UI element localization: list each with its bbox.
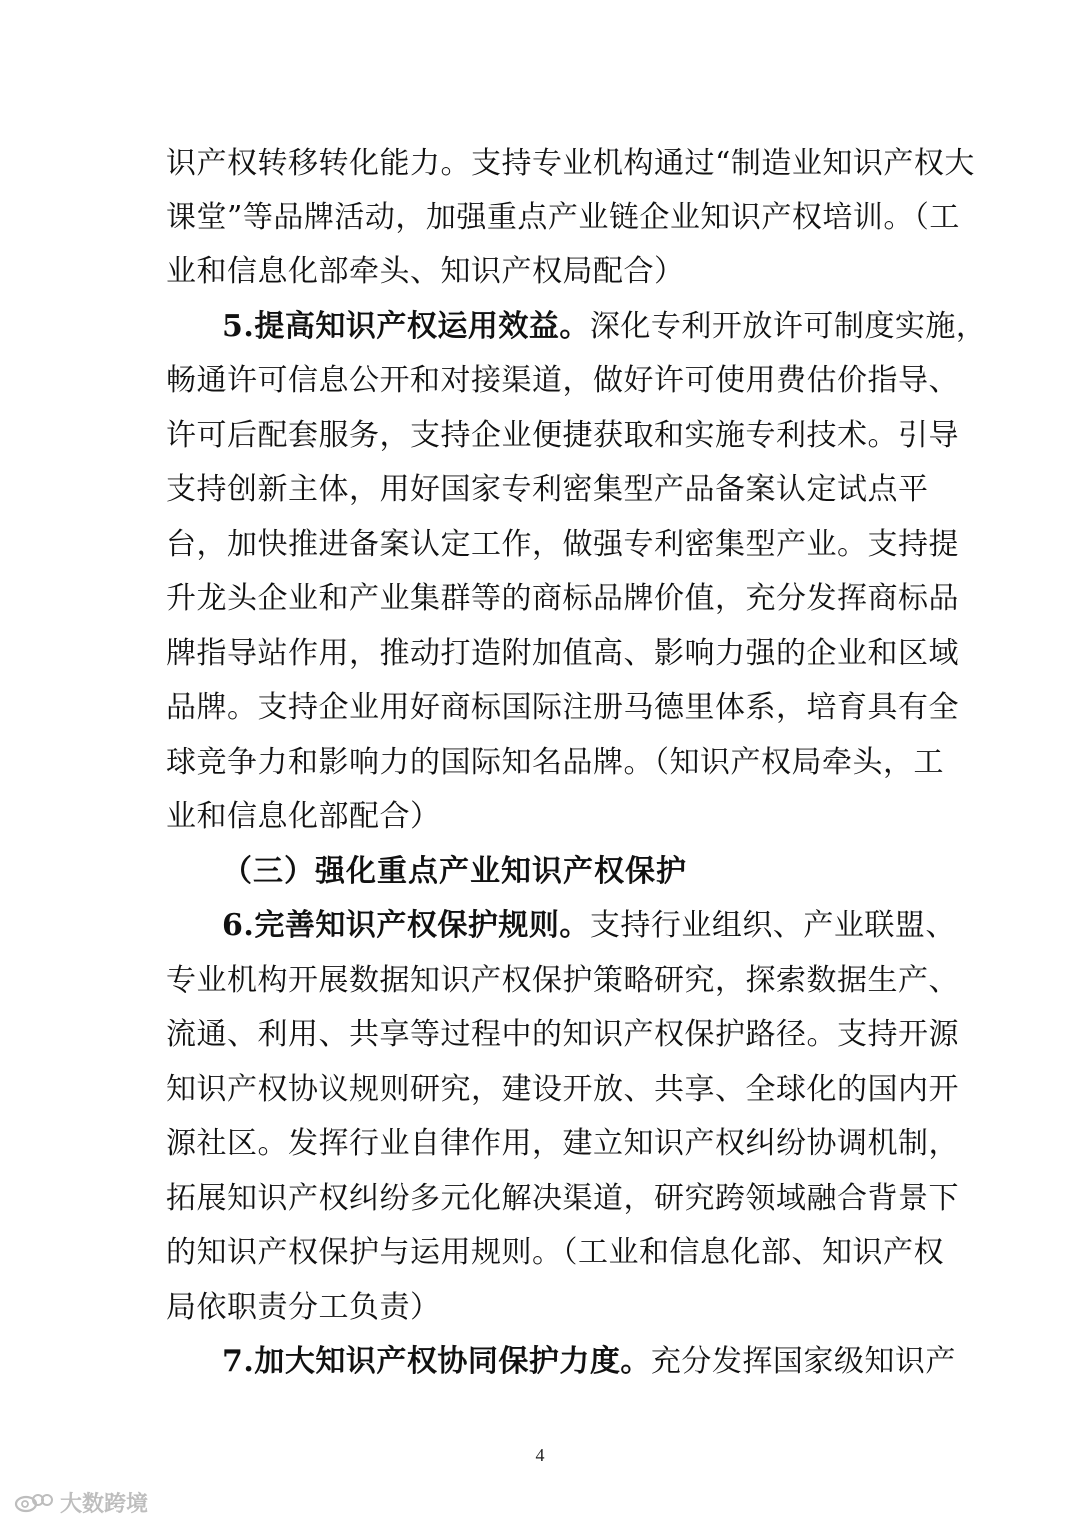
body-line: 局依职责分工负责） [166, 1290, 441, 1325]
body-line: 支持创新主体，用好国家专利密集型产品备案认定试点平 [166, 472, 929, 507]
body-line: 源社区。发挥行业自律作用，建立知识产权纠纷协调机制， [166, 1126, 959, 1161]
body-line: 品牌。支持企业用好商标国际注册马德里体系，培育具有全 [166, 690, 959, 725]
paragraph-6-first-line [222, 899, 956, 953]
body-line: 许可后配套服务，支持企业便捷获取和实施专利技术。引导 [166, 418, 959, 453]
paragraph-6-text: 支持行业组织、产业联盟、 [589, 908, 956, 943]
body-line: 识产权转移转化能力。支持专业机构通过“制造业知识产权大 [166, 146, 975, 181]
body-line: 流通、利用、共享等过程中的知识产权保护路径。支持开源 [166, 1017, 959, 1052]
body-line: 业和信息化部配合） [166, 799, 441, 834]
body-line: 台，加快推进备案认定工作，做强专利密集型产业。支持提 [166, 527, 959, 562]
body-line: 拓展知识产权纠纷多元化解决渠道，研究跨领域融合背景下 [166, 1181, 959, 1216]
body-line: 的知识产权保护与运用规则。（工业和信息化部、知识产权 [166, 1235, 944, 1270]
watermark [14, 1488, 148, 1516]
body-line: 升龙头企业和产业集群等的商标品牌价值，充分发挥商标品 [166, 581, 959, 616]
paragraph-5-heading: 5.提高知识产权运用效益。 [222, 309, 590, 344]
paragraph-6-heading: 6.完善知识产权保护规则。 [222, 908, 590, 943]
weibo-logo-icon [14, 1490, 54, 1514]
body-line: 课堂”等品牌活动，加强重点产业链企业知识产权培训。（工 [166, 200, 960, 235]
body-line: 专业机构开展数据知识产权保护策略研究，探索数据生产、 [166, 963, 959, 998]
body-line: 牌指导站作用，推动打造附加值高、影响力强的企业和区域 [166, 636, 959, 671]
paragraph-7-first-line [222, 1335, 956, 1389]
body-line: 知识产权协议规则研究，建设开放、共享、全球化的国内开 [166, 1072, 959, 1107]
paragraph-5-text: 深化专利开放许可制度实施， [589, 309, 987, 344]
watermark-text: 大数跨境 [60, 1491, 149, 1517]
body-line: 球竞争力和影响力的国际知名品牌。（知识产权局牵头，工 [166, 745, 944, 780]
body-line: 畅通许可信息公开和对接渠道，做好许可使用费估价指导、 [166, 363, 959, 398]
paragraph-5-first-line [222, 300, 987, 354]
section-heading: （三）强化重点产业知识产权保护 [222, 854, 687, 889]
body-line: 业和信息化部牵头、知识产权局配合） [166, 254, 685, 289]
paragraph-7-heading: 7.加大知识产权协同保护力度。 [222, 1344, 651, 1379]
paragraph-7-text: 充分发挥国家级知识产 [650, 1344, 956, 1379]
page-number: 4 [535, 1445, 545, 1465]
